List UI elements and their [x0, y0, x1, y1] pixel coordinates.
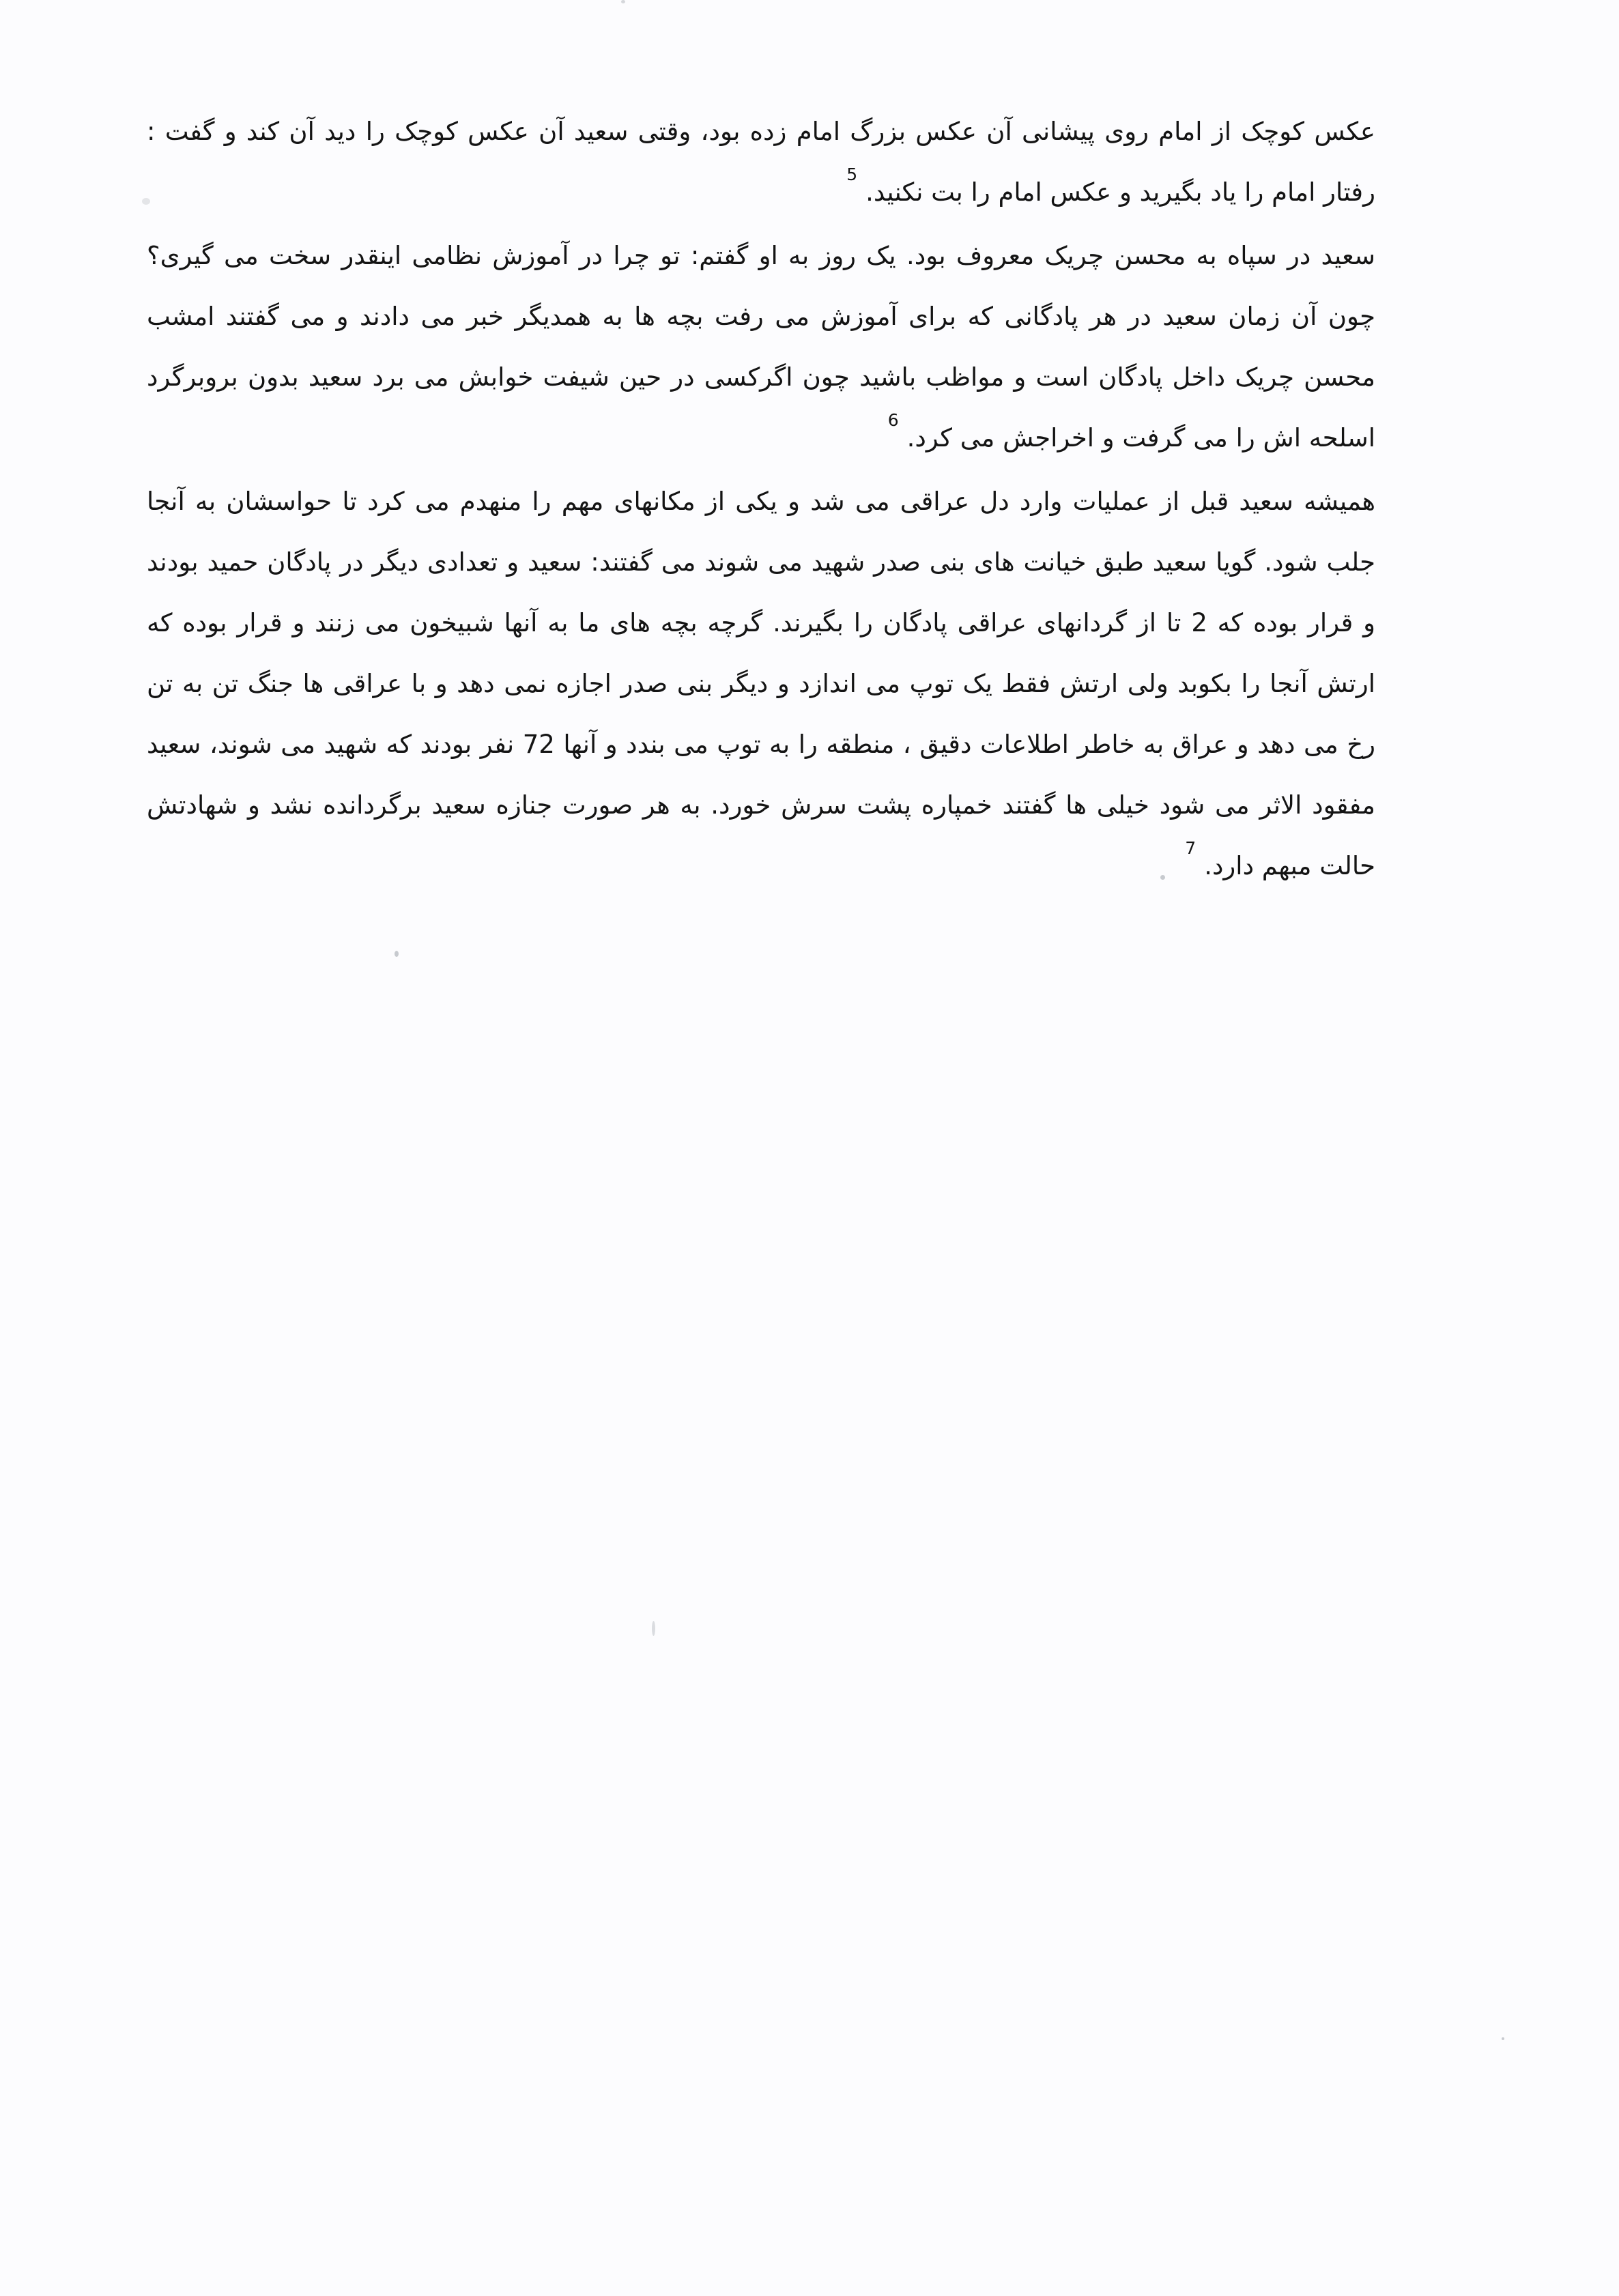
scan-speck: [1502, 2037, 1504, 2040]
paragraph-3: [147, 471, 1375, 899]
paragraph-1: [147, 101, 1375, 225]
paragraph-1-text: عکس کوچک از امام روی پیشانی آن عکس بزرگ امام زده بود، وقتی سعید آن عکس کوچک را دید آن کند و گفت : رفتار امام را یاد بگیرید و عکس امام را بت نکنید.: [147, 117, 1375, 207]
scan-speck: [621, 0, 625, 3]
paragraph-3-text: همیشه سعید قبل از عملیات وارد دل عراقی می شد و یکی از مکانهای مهم را منهدم می کرد تا حواسشان به آنجا جلب شود. گویا سعید طبق خیانت های بنی صدر شهید می شوند می گفتند: سعید و تعدادی دیگر در پادگان حمید بودند و قرار بوده که 2 تا از گردانهای عراقی پادگان را بگیرند. گرچه بچه های ما به آنها شبیخون می زنند و قرار بوده که ارتش آنجا را بکوبد ولی ارتش فقط یک توپ می اندازد و دیگر بنی صدر اجازه نمی دهد و با عراقی ها جنگ تن به تن رخ می دهد و عراق به خاطر اطلاعات دقیق ، منطقه را به توپ می بندد و آنها 72 نفر بودند که شهید می شوند، سعید مفقود الاثر می شود خیلی ها گفتند خمپاره پشت سرش خورد. به هر صورت جنازه سعید برگردانده نشد و شهادتش حالت مبهم دارد.: [147, 487, 1375, 880]
scan-speck: [395, 951, 399, 957]
footnote-ref-7: 7: [1185, 838, 1197, 858]
scan-speck: [652, 1621, 655, 1636]
paragraph-2-text: سعید در سپاه به محسن چریک معروف بود. یک روز به او گفتم: تو چرا در آموزش نظامی اینقدر سخت می گیری؟ چون آن زمان سعید در هر پادگانی که برای آموزش می رفت بچه ها به همدیگر خبر می دادند و می گفتند امشب محسن چریک داخل پادگان است و مواظب باشید چون اگرکسی در حین شیفت خوابش می برد سعید بدون بروبرگرد اسلحه اش را می گرفت و اخراجش می کرد.: [147, 241, 1375, 453]
scan-speck: [142, 198, 150, 205]
footnote-ref-6: 6: [887, 410, 899, 430]
footnote-ref-5: 5: [846, 164, 858, 184]
paragraph-2: [147, 225, 1375, 471]
scan-speck: [1160, 875, 1165, 880]
body-text: [147, 101, 1375, 899]
